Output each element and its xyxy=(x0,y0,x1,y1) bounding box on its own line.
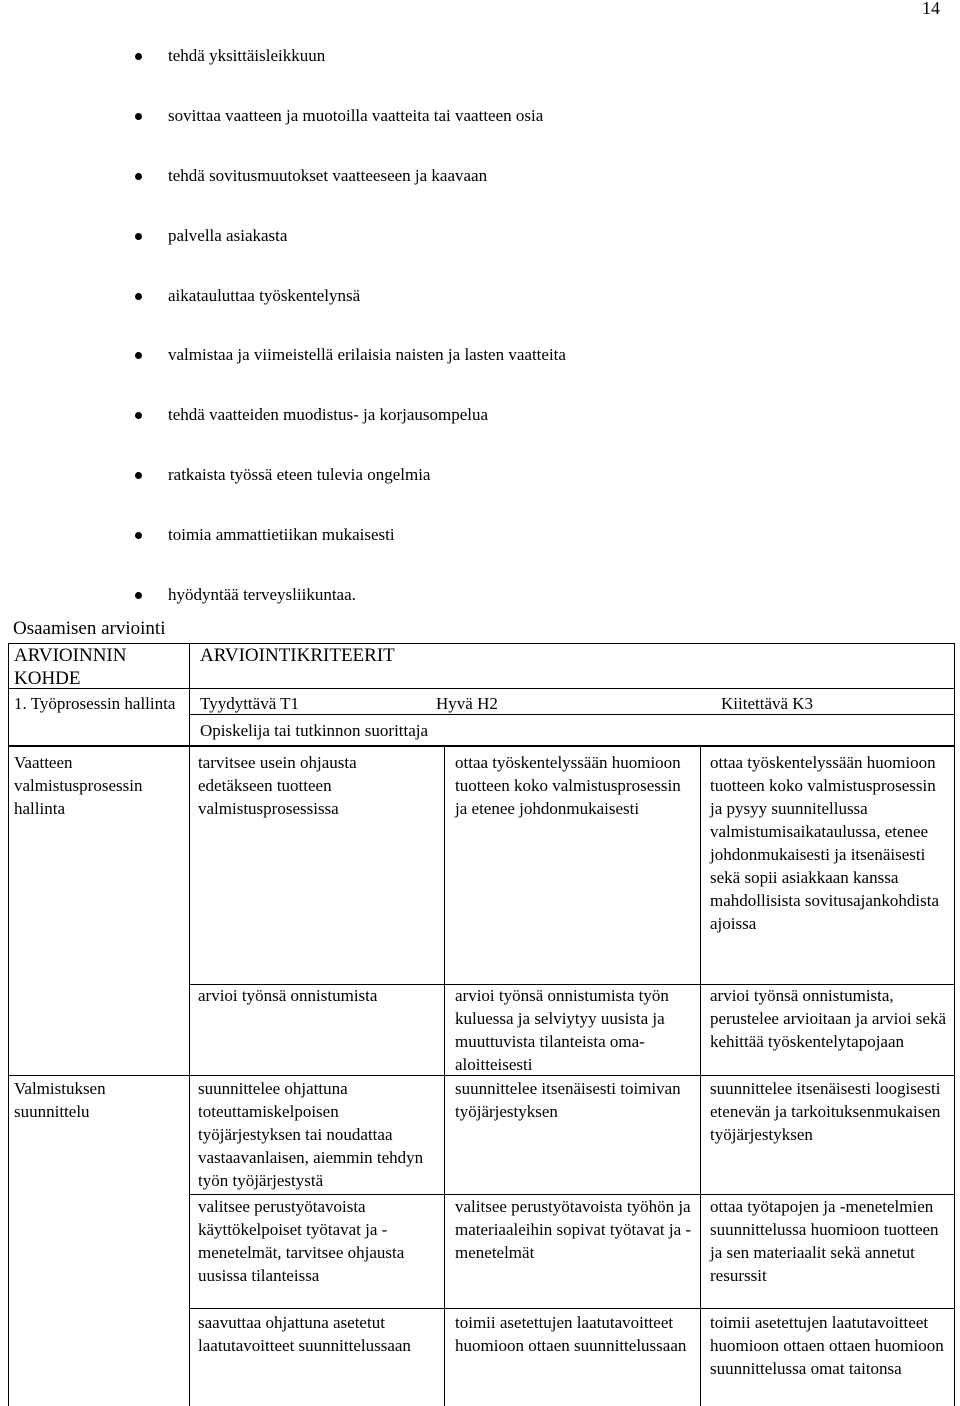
page-number: 14 xyxy=(922,0,940,18)
criteria-cell: suunnittelee itsenäisesti loogisesti etenevän ja tarkoituksenmukaisen työjärjestyksen xyxy=(710,1079,941,1144)
list-item: ratkaista työssä eteen tulevia ongelmia xyxy=(168,465,430,485)
list-item: toimia ammattietiikan mukaisesti xyxy=(168,525,395,545)
level-k3: Kiitettävä K3 xyxy=(721,694,814,713)
criteria-cell: arvioi työnsä onnistumista työn kuluessa ja selviytyy uusista ja muuttuvista tilanteista oma-aloitteisesti xyxy=(455,986,669,1074)
criteria-cell: saavuttaa ohjattuna asetetut laatutavoitteet suunnittelussaan xyxy=(198,1313,411,1355)
level-h2: Hyvä H2 xyxy=(436,694,498,713)
row-divider xyxy=(189,1308,955,1309)
header-bottom-border xyxy=(8,745,955,747)
list-item: tehdä sovitusmuutokset vaatteeseen ja kaavaan xyxy=(168,166,487,186)
criteria-cell: ottaa työskentelyssään huomioon tuotteen koko valmistusprosessin ja pysyy suunnitellussa valmistumisaikataulussa, etenee johdonmukaisesti ja itsenäisesti sekä sopii asiakkaan kanssa mahdollisista sovitusajankohdista ajoissa xyxy=(710,753,940,933)
row-label-production-process: Vaatteen valmistusprosessin hallinta xyxy=(14,753,143,818)
criteria-cell: valitsee perustyötavoista työhön ja materiaaleihin sopivat työtavat ja -menetelmät xyxy=(455,1197,692,1262)
performer-label: Opiskelija tai tutkinnon suorittaja xyxy=(200,721,429,740)
table-border-right xyxy=(954,643,955,1406)
criteria-cell: valitsee perustyötavoista käyttökelpoiset työtavat ja -menetelmät, tarvitsee ohjausta uusissa tilanteissa xyxy=(198,1197,405,1285)
subject-title: 1. Työprosessin hallinta xyxy=(14,694,176,713)
criteria-cell: ottaa työtapojen ja -menetelmien suunnittelussa huomioon tuotteen ja sen materiaalit sekä annetut resurssit xyxy=(710,1197,939,1285)
level-t1: Tyydyttävä T1 xyxy=(200,694,300,713)
table-border-left xyxy=(8,643,9,1406)
list-item: aikatauluttaa työskentelynsä xyxy=(168,286,360,306)
list-item: palvella asiakasta xyxy=(168,226,287,246)
section-title: Osaamisen arviointi xyxy=(13,618,166,639)
criteria-cell: arvioi työnsä onnistumista xyxy=(198,986,378,1005)
criteria-cell: suunnittelee ohjattuna toteuttamiskelpoisen työjärjestyksen tai noudattaa vastaavanlaisen, aiemmin tehdyn työn työjärjestystä xyxy=(198,1079,424,1190)
criteria-cell: tarvitsee usein ohjausta edetäkseen tuotteen valmistusprosessissa xyxy=(198,753,357,818)
list-item: tehdä vaatteiden muodistus- ja korjausompelua xyxy=(168,405,488,425)
list-item: valmistaa ja viimeistellä erilaisia naisten ja lasten vaatteita xyxy=(168,345,566,365)
list-item: hyödyntää terveysliikuntaa. xyxy=(168,585,356,605)
criteria-cell: arvioi työnsä onnistumista, perustelee arvioitaan ja arvioi sekä kehittää työskentelytapojaan xyxy=(710,986,946,1051)
list-item: tehdä yksittäisleikkuun xyxy=(168,46,325,66)
column-divider xyxy=(189,643,190,1406)
criteria-cell: suunnittelee itsenäisesti toimivan työjärjestyksen xyxy=(455,1079,681,1121)
header-target: ARVIOINNIN KOHDE xyxy=(14,645,127,689)
header-criteria: ARVIOINTIKRITEERIT xyxy=(200,645,395,666)
criteria-cell: ottaa työskentelyssään huomioon tuotteen koko valmistusprosessin ja etenee johdonmukaisesti xyxy=(455,753,681,818)
list-item: sovittaa vaatteen ja muotoilla vaatteita tai vaatteen osia xyxy=(168,106,543,126)
criteria-cell: toimii asetettujen laatutavoitteet huomioon ottaen suunnittelussaan xyxy=(455,1313,687,1355)
row-label-production-planning: Valmistuksen suunnittelu xyxy=(14,1079,106,1121)
criteria-cell: toimii asetettujen laatutavoitteet huomioon ottaen ottaen huomioon suunnittelussa omat taitonsa xyxy=(710,1313,944,1378)
